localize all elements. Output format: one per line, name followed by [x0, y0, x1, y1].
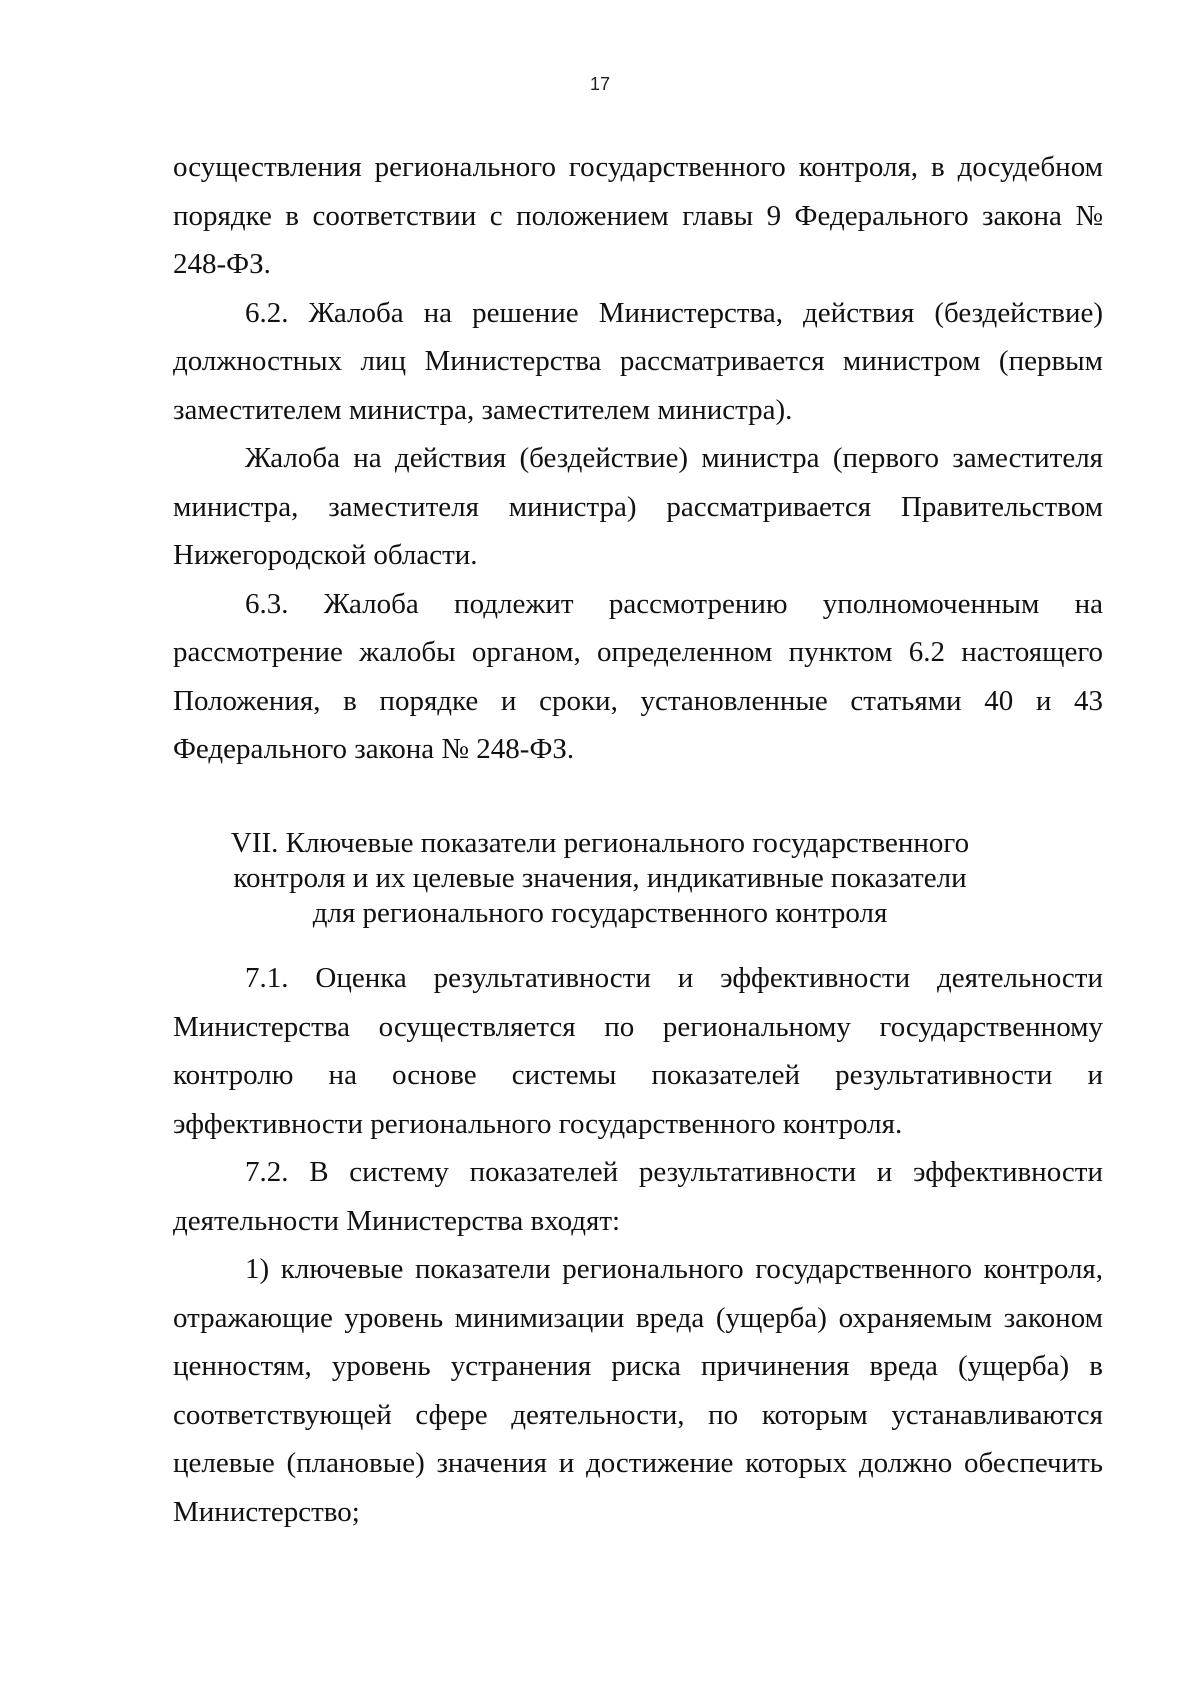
paragraph-7-2: 7.2. В систему показателей результативности и эффективности деятельности Министерства входят:: [173, 1156, 1103, 1237]
heading-line-1: VII. Ключевые показатели регионального государственного: [230, 827, 970, 859]
section-7-text: [173, 954, 1103, 1536]
heading-line-3: для регионального государственного контроля: [312, 897, 888, 929]
section-heading-vii: [0, 826, 1200, 931]
paragraph-6-3: 6.3. Жалоба подлежит рассмотрению уполномоченным на рассмотрение жалобы органом, определенном пунктом 6.2 настоящего Положения, в порядке и сроки, установленные статьями 40 и 43 Федерального закона № 248-ФЗ.: [173, 587, 1103, 765]
paragraph-list-item-1: 1) ключевые показатели регионального государственного контроля, отражающие уровень минимизации вреда (ущерба) охраняемым законом ценностям, уровень устранения риска причинения вреда (ущерба) в соответствующей сфере деятельности, по которым устанавливаются целевые (плановые) значения и достижение которых должно обеспечить Министерство;: [173, 1253, 1103, 1528]
paragraph-6-2: 6.2. Жалоба на решение Министерства, действия (бездействие) должностных лиц Министерства рассматривается министром (первым заместителем министра, заместителем министра).: [173, 296, 1103, 426]
paragraph-complaint-minister: Жалоба на действия (бездействие) министра (первого заместителя министра, заместителя министра) рассматривается Правительством Нижегородской области.: [173, 442, 1103, 571]
paragraph-continuation: осуществления регионального государственного контроля, в досудебном порядке в соответствии с положением главы 9 Федерального закона № 248-ФЗ.: [173, 151, 1103, 280]
page-number: 17: [589, 74, 611, 94]
section-6-text: [173, 143, 1103, 774]
heading-line-2: контроля и их целевые значения, индикативные показатели: [233, 862, 967, 894]
paragraph-7-1: 7.1. Оценка результативности и эффективности деятельности Министерства осуществляется по региональному государственному контролю на основе системы показателей результативности и эффективности регионального государственного контроля.: [173, 962, 1103, 1140]
